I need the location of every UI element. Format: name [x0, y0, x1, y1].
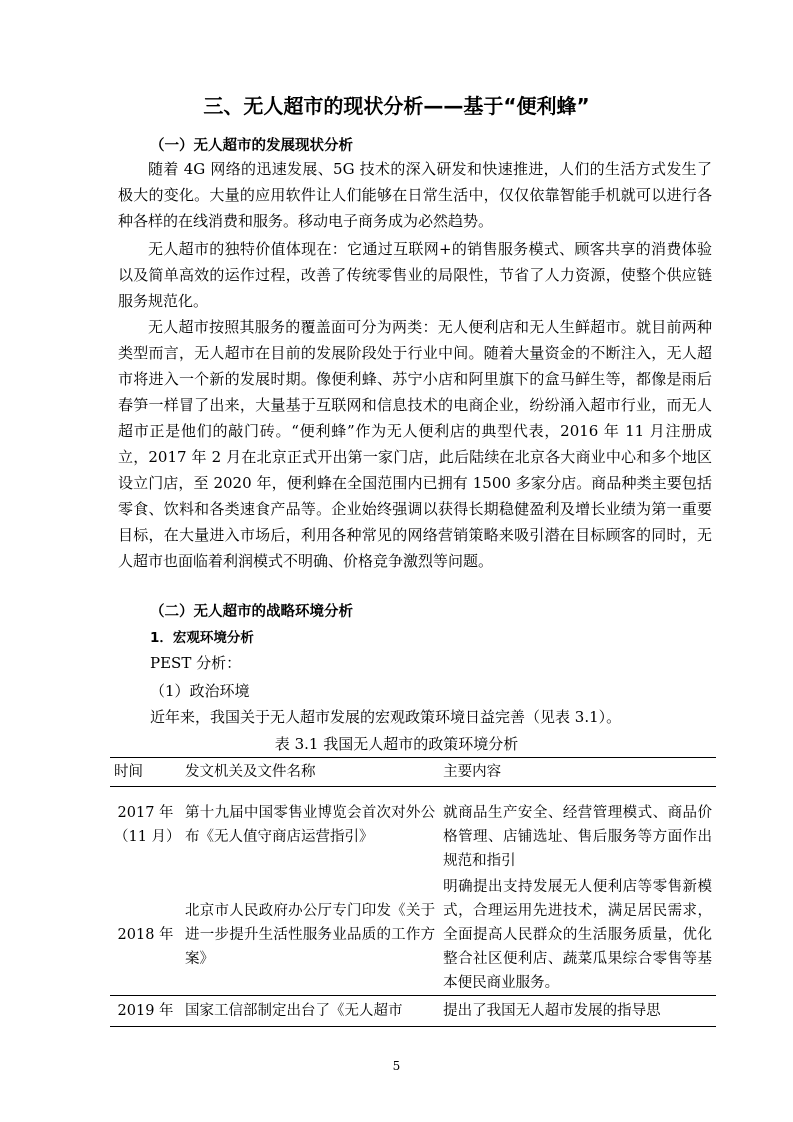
header-org: 发文机关及文件名称	[181, 758, 439, 787]
cell-time: 2018 年	[117, 927, 174, 943]
header-content: 主要内容	[439, 758, 716, 787]
table-caption: 表 3.1 我国无人超市的政策环境分析	[274, 735, 519, 753]
table-header-row	[110, 758, 716, 787]
cell-content: 提出了我国无人超市发展的指导思	[439, 996, 716, 1027]
section-heading-development: （一）无人超市的发展现状分析	[150, 138, 353, 154]
cell-time: 2017 年（11 月）	[114, 805, 181, 845]
cell-content: 明确提出支持发展无人便利店等零售新模式，合理运用先进技术，满足居民需求，全面提高人民群众的生活服务质量，优化整合社区便利店、蔬菜瓜果综合零售等基本便民商业服务。	[443, 879, 712, 991]
cell-content: 就商品生产安全、经营管理模式、商品价格管理、店铺选址、售后服务等方面作出规范和指引	[443, 805, 712, 869]
page-number: 5	[392, 1059, 401, 1073]
paragraph-unique-value: 无人超市的独特价值体现在：它通过互联网+的销售服务模式、顾客共享的消费体验以及简单高效的运作过程，改善了传统零售业的局限性，节省了人力资源，使整个供应链服务规范化。	[118, 240, 712, 310]
table-row	[110, 787, 716, 876]
cell-org: 国家工信部制定出台了《无人超市	[181, 996, 439, 1027]
policy-table	[110, 757, 716, 1027]
section-heading-environment: （二）无人超市的战略环境分析	[150, 604, 353, 620]
political-label: （1）政治环境	[150, 682, 250, 700]
subheading-macro: 1．宏观环境分析	[150, 630, 254, 646]
pest-label: PEST 分析：	[150, 654, 242, 672]
page-title: 三、无人超市的现状分析——基于“便利蜂”	[203, 94, 590, 118]
cell-time: 2019 年	[110, 996, 181, 1027]
table-row	[110, 875, 716, 996]
header-time: 时间	[110, 758, 181, 787]
table-row	[110, 996, 716, 1027]
paragraph-bianlifeng: 无人超市按照其服务的覆盖面可分为两类：无人便利店和无人生鲜超市。就目前两种类型而言，无人超市在目前的发展阶段处于行业中间。随着大量资金的不断注入，无人超市将进入一个新的发展时期。像便利蜂、苏宁小店和阿里旗下的盒马鲜生等，都像是雨后春笋一样冒了出来，大量基于互联网和信息技术的电商企业，纷纷涌入超市行业，而无人超市正是他们的敲门砖。“便利蜂”作为无人便利店的典型代表，2016 年 11 月注册成立，2017 年 2 月在北京正式开出第一家门店，此后陆续在北京各大商业中心和多个地区设立门店，至 2020 年，便利蜂在全国范围内已拥有 1500 多家分店。商品种类主要包括零食、饮料和各类速食产品等。企业始终强调以获得长期稳健盈利及增长业绩为第一重要目标，在大量进入市场后，利用各种常见的网络营销策略来吸引潜在目标顾客的同时，无人超市也面临着利润模式不明确、价格竞争激烈等问题。	[118, 318, 712, 570]
policy-intro: 近年来，我国关于无人超市发展的宏观政策环境日益完善（见表 3.1）。	[150, 708, 622, 726]
cell-org: 北京市人民政府办公厅专门印发《关于进一步提升生活性服务业品质的工作方案》	[185, 903, 436, 967]
paragraph-4g-5g: 随着 4G 网络的迅速发展、5G 技术的深入研发和快速推进，人们的生活方式发生了极大的变化。大量的应用软件让人们能够在日常生活中，仅仅依靠智能手机就可以进行各种各样的在线消费和服务。移动电子商务成为必然趋势。	[118, 160, 712, 230]
cell-org: 第十九届中国零售业博览会首次对外公布《无人值守商店运营指引》	[185, 805, 436, 845]
